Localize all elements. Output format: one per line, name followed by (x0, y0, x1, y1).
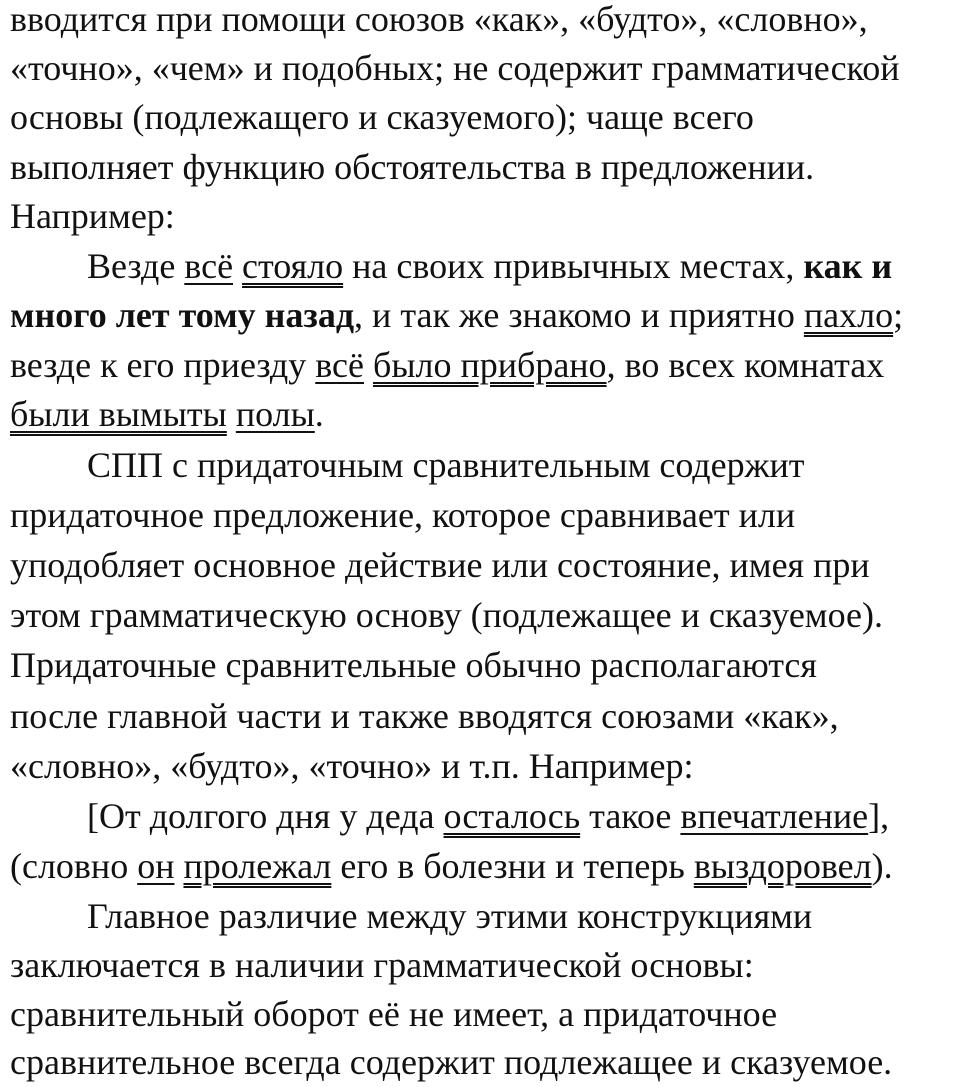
text-line: этом грамматическую основу (подлежащее и сказуемое). (10, 595, 883, 635)
example2-line-2: (словно он пролежал его в болезни и теперь выздоровел). (10, 846, 893, 886)
predicate-underline: выздоровел (693, 846, 872, 886)
predicate-underline: были вымыты (10, 394, 227, 434)
text-line: сравнительное всегда содержит подлежащее и сказуемое. (10, 1042, 893, 1082)
predicate-underline: было прибрано (373, 345, 607, 385)
predicate-underline: стояло (242, 246, 344, 286)
text-line: «точно», «чем» и подобных; не содержит грамматической (10, 48, 900, 88)
example1-line-2: много лет тому назад, и так же знакомо и приятно пахло; (10, 295, 904, 335)
text-line: вводится при помощи союзов «как», «будто», «словно», (10, 0, 868, 39)
text-line: уподобляет основное действие или состояние, имея при (10, 545, 870, 585)
text-line: «словно», «будто», «точно» и т.п. Например: (10, 746, 694, 786)
text-line: после главной части и также вводятся союзами «как», (10, 696, 839, 736)
comparative-phrase: как и (803, 246, 893, 286)
predicate-underline: осталось (443, 796, 581, 836)
subject-underline: всё (184, 246, 234, 286)
text-line: СПП с придаточным сравнительным содержит (87, 445, 805, 485)
text-line: основы (подлежащего и сказуемого); чаще всего (10, 97, 754, 137)
subject-underline: он (137, 846, 175, 886)
predicate-underline: пролежал (183, 846, 332, 886)
subject-underline: всё (315, 345, 364, 385)
text-line: Например: (10, 196, 175, 236)
text-line: выполняет функцию обстоятельства в предложении. (10, 147, 815, 187)
subject-underline: впечатление (680, 796, 869, 836)
example1-line-1: Везде всё стояло на своих привычных местах, как и (87, 246, 893, 286)
text-line: придаточное предложение, которое сравнивает или (10, 495, 796, 535)
example1-line-4: были вымыты полы. (10, 394, 324, 434)
subject-underline: полы (235, 394, 315, 434)
text-line: Придаточные сравнительные обычно располагаются (10, 645, 817, 685)
predicate-underline: пахло (803, 295, 894, 335)
example1-line-3: везде к его приезду всё было прибрано, во всех комнатах (10, 345, 885, 385)
text-line: заключается в наличии грамматической основы: (10, 945, 754, 985)
example2-line-1: [От долгого дня у деда осталось такое впечатление], (87, 796, 890, 836)
comparative-phrase: много лет тому назад (10, 295, 355, 335)
text-line: Главное различие между этими конструкциями (87, 896, 813, 936)
text-line: сравнительный оборот её не имеет, а придаточное (10, 994, 778, 1034)
